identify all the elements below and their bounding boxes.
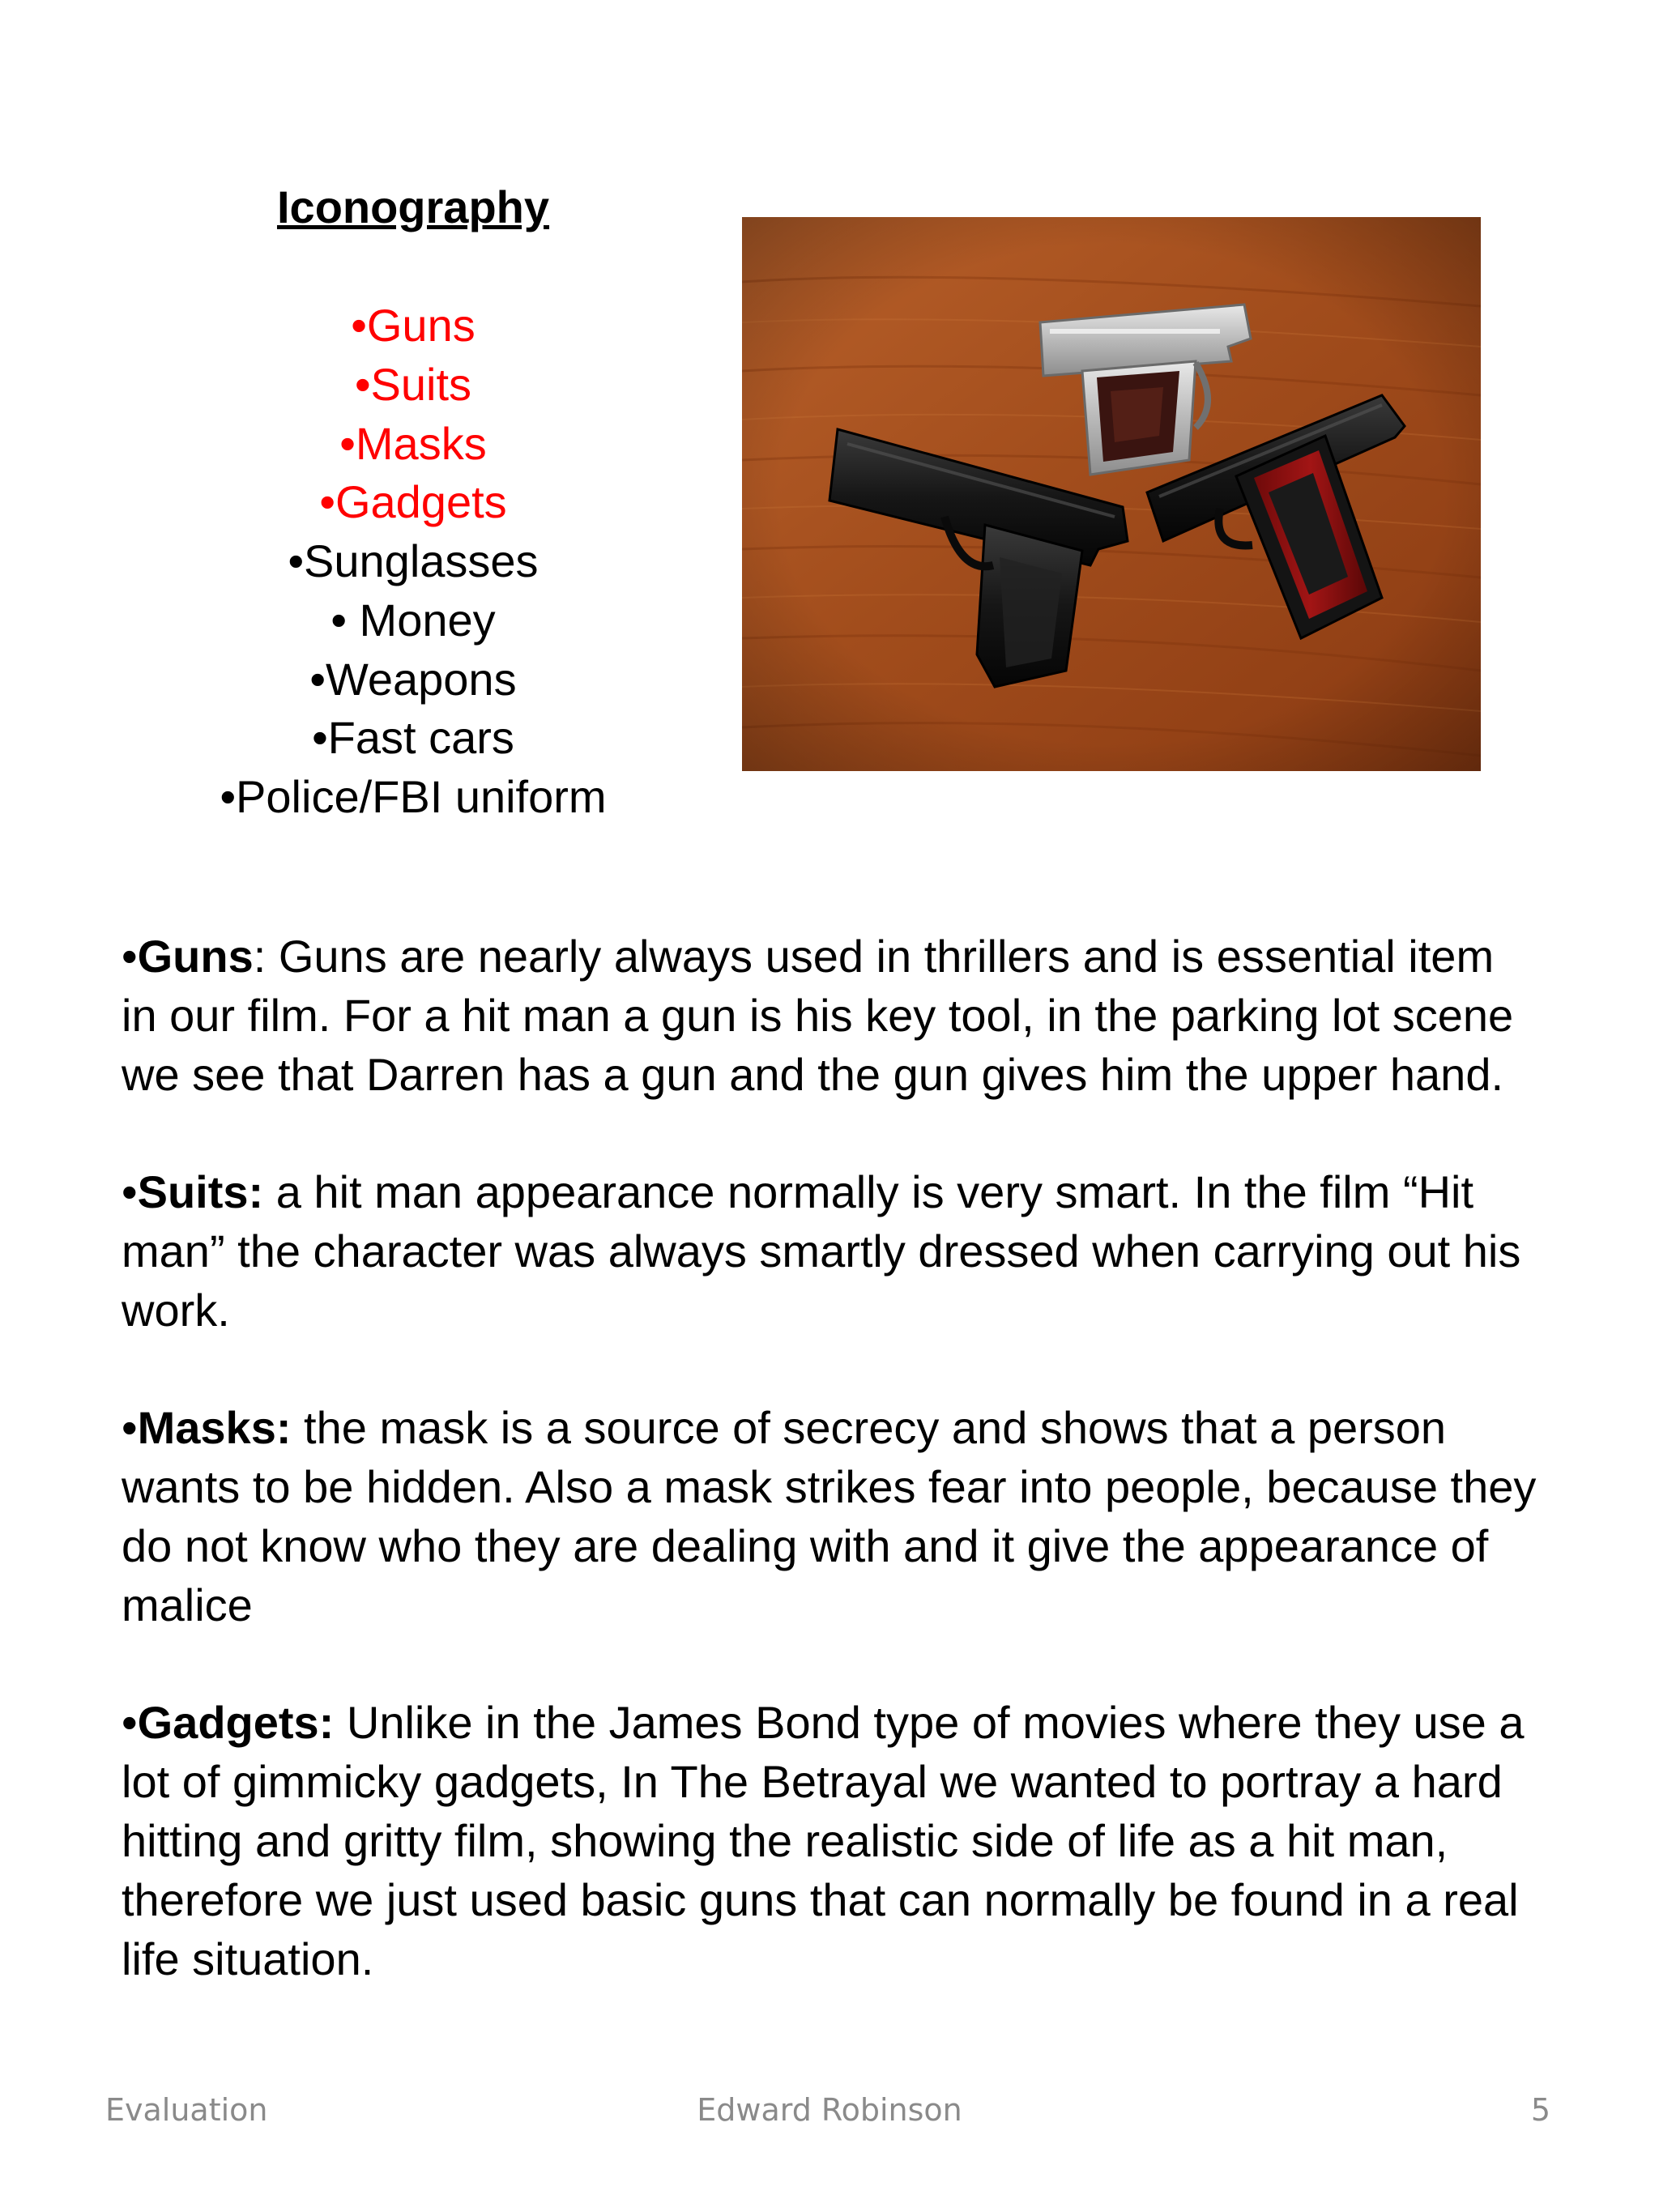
paragraph-term: Guns [137, 931, 254, 982]
paragraph-gadgets [122, 1694, 1539, 1988]
paragraph-guns [122, 927, 1539, 1104]
paragraph-suits [122, 1163, 1539, 1340]
paragraph-term: Masks: [137, 1402, 292, 1454]
iconography-item: •Police/FBI uniform [220, 771, 607, 822]
iconography-item: •Fast cars [312, 712, 514, 764]
paragraph-bullet: • [122, 931, 138, 982]
footer-page-number: 5 [1530, 2092, 1550, 2128]
iconography-item: •Masks [339, 417, 487, 469]
paragraph-masks [122, 1399, 1539, 1634]
iconography-item: •Sunglasses [288, 535, 539, 586]
guns-photo [742, 217, 1481, 771]
iconography-item: •Gadgets [319, 476, 507, 528]
paragraph-term: Gadgets: [137, 1697, 335, 1749]
paragraph-text: the mask is a source of secrecy and shows that a person wants to be hidden. Also a mask strikes fear into people, because they do not know who they are dealing with and it give the appearance of malice [122, 1402, 1537, 1630]
paragraph-text: a hit man appearance normally is very smart. In the film “Hit man” the character was always smartly dressed when carrying out his work. [122, 1166, 1521, 1336]
iconography-item: •Weapons [309, 653, 517, 705]
paragraph-bullet: • [122, 1697, 138, 1749]
iconography-item: • Money [331, 594, 496, 646]
paragraph-term: Suits: [137, 1166, 264, 1218]
paragraph-bullet: • [122, 1402, 138, 1454]
iconography-item: •Guns [351, 300, 476, 351]
paragraph-bullet: • [122, 1166, 138, 1218]
footer-section-label: Evaluation [105, 2092, 268, 2128]
paragraph-text: Unlike in the James Bond type of movies where they use a lot of gimmicky gadgets, In The Betrayal we wanted to portray a hard hitting and gritty film, showing the realistic side of life as a hit man, therefore we just used basic guns that can normally be found in a real life situation. [122, 1697, 1525, 1984]
footer-author: Edward Robinson [697, 2092, 962, 2128]
paragraph-text: : Guns are nearly always used in thrillers and is essential item in our film. For a hit man a gun is his key tool, in the parking lot scene we see that Darren has a gun and the gun gives him the upper hand. [122, 931, 1514, 1100]
body-text [122, 927, 1539, 1988]
iconography-list [122, 296, 705, 827]
iconography-item: •Suits [354, 358, 472, 410]
page-heading: Iconography [276, 181, 550, 232]
